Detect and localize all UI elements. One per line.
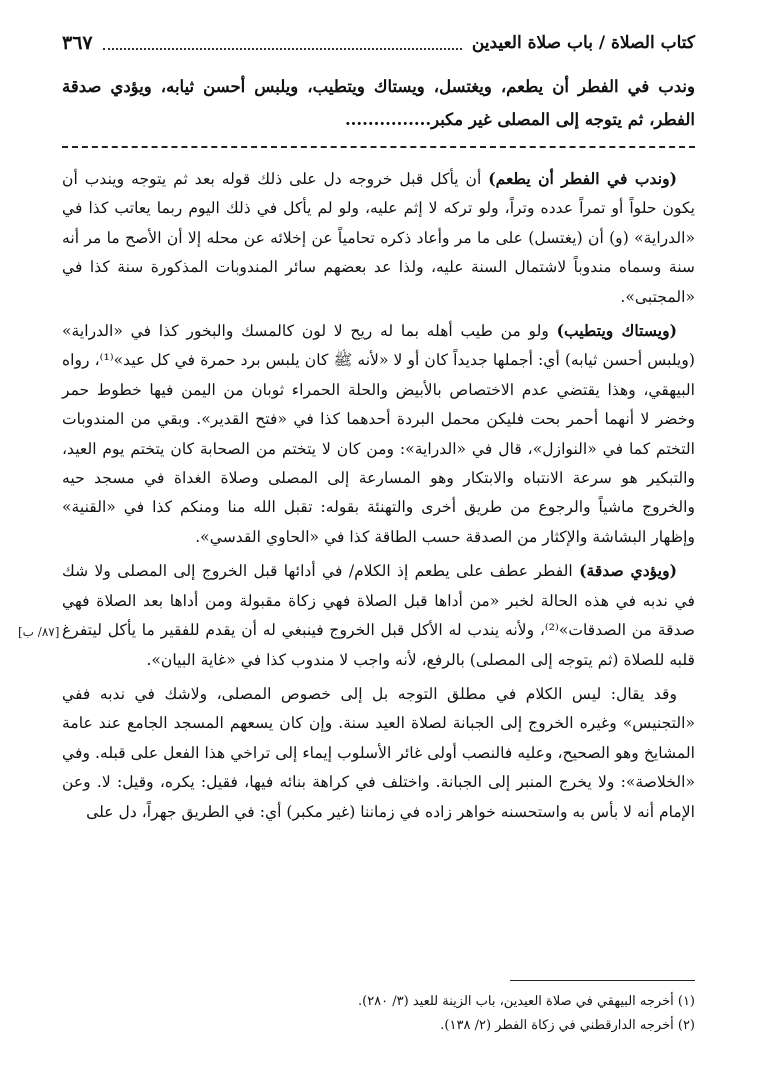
paragraph-text: وقد يقال: ليس الكلام في مطلق التوجه بل إلى خصوص المصلى، ولاشك في ندبه ففي «التجنيس» وغيره الخروج إلى الجبانة لصلاة العيد سنة. وإن كان يسعهم المسجد الجامع عند عامة المشايخ وهو الصحيح، وعليه فالنصب أولى غائر الأسلوب إيماء إلى تراخي هذا الفعل على قبله. وفي «الخلاصة»: ولا يخرج المنبر إلى الجبانة. واختلف في كراهة بنائه فيها، فقيل: يكره، وقيل: لا. وعن الإمام أنه لا بأس به واستحسنه خواهر زاده في زماننا (غير مكبر) أي: في الطريق جهراً، دل على — [62, 684, 695, 821]
footnote-rule — [510, 980, 695, 981]
quoted-matn: (وندب في الفطر أن يطعم) — [488, 169, 677, 188]
matn-text: وندب في الفطر أن يطعم، ويغتسل، ويستاك ويتطيب، ويلبس أحسن ثيابه، ويؤدي صدقة الفطر، ثم يتوجه إلى المصلى غير مكبر............... — [62, 77, 695, 129]
commentary-paragraph — [62, 164, 695, 312]
dashed-separator — [62, 146, 695, 148]
running-header — [62, 28, 695, 58]
quoted-matn: (ويستاك ويتطيب) — [556, 321, 677, 341]
footnote-item: (١) أخرجه البيهقي في صلاة العيدين، باب الزينة للعيد (٣/ ٢٨٠). — [357, 994, 695, 1009]
paragraph-text: أن يأكل قبل خروجه دل على ذلك قوله بعد ثم يتوجه ويندب أن يكون حلواً أو تمراً عدده وتراً، ولو تركه لا إثم عليه، ولو لم يأكل في ذلك اليوم ربما يعاتب كذا في «الدراية» (و) أن (يغتسل) على ما مر وأعاد ذكره تحامياً عن إخلائه عن محله إلا أن الأصح ما مر أنه سنة وسماه مندوباً لاشتمال السنة عليه، ولذا عد بعضهم سائر المندوبات المذكورة سنة كذا في «المجتبى». — [62, 170, 695, 306]
page-number: ٣٦٧ — [62, 32, 93, 54]
footnote-item: (٢) أخرجه الدارقطني في زكاة الفطر (٢/ ١٣٨). — [440, 1018, 695, 1033]
commentary-paragraph — [62, 316, 695, 552]
paragraph-text: ولو من طيب أهله بما له ريح لا لون كالمسك والبخور كذا في «الدراية» (ويلبس أحسن ثيابه) أي: أجملها جديداً كان أو لا «لأنه ﷺ كان يلبس برد حمرة في كل عيد»⁽¹⁾، رواه البيهقي، وهذا يقتضي عدم الاختصاص بالأبيض والحلة الحمراء ثوبان من اليمن فيها خطوط حمر وخضر لا أنهما أحمر بحت فليكن محمل البردة أحدهما كذا في «فتح القدير». وبقي من المندوبات التختم كما في «النوازل»، قال في «الدراية»: ومن كان لا يتختم من الصحابة كان يتختم يوم العيد، والتبكير هو سرعة الانتباه والابتكار وهو المسارعة إلى المصلى وصلاة الغداة في مسجد حيه والخروج ماشياً والرجوع من طريق أخرى والتهنئة بقوله: تقبل الله منا ومنكم كذا في «القنية» وإظهار البشاشة والإكثار من الصدقة حسب الطاقة كذا في «الحاوي القدسي». — [62, 322, 695, 546]
commentary — [62, 164, 695, 831]
quoted-matn: (ويؤدي صدقة) — [579, 561, 677, 581]
manuscript-folio-marker: [٨٧/ ب] — [18, 625, 60, 639]
header-dots — [103, 36, 462, 50]
commentary-paragraph — [62, 556, 695, 675]
commentary-paragraph — [62, 679, 695, 827]
paragraph-text: الفطر عطف على يطعم إذ الكلام/ في أدائها قبل الخروج إلى المصلى ولا شك في ندبه في هذه الحالة لخبر «من أداها قبل الصلاة فهي زكاة مقبولة ومن أداها بعد الصلاة فهي صدقة من الصدقات»⁽²⁾، ولأنه يندب له الأكل قبل الخروج فينبغي له أن يقدم للفقير ما يأكل ليتفرغ قلبه للصلاة (ثم يتوجه إلى المصلى) بالرفع، لأنه واجب لا مندوب كذا في «غاية البيان». — [62, 562, 695, 669]
footnotes — [62, 990, 695, 1038]
chapter-title: كتاب الصلاة / باب صلاة العيدين — [471, 33, 695, 53]
